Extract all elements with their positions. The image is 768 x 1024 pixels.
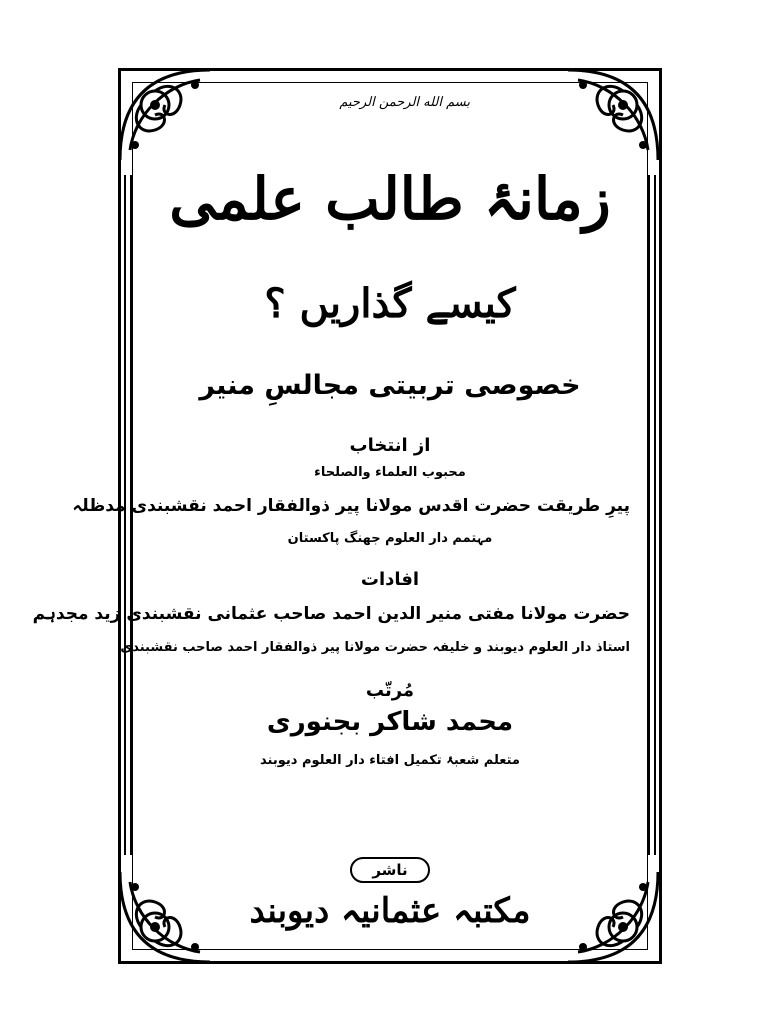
book-subtitle: کیسے گذاریں ؟	[264, 280, 516, 327]
author-line: پیرِ طریقت حضرت اقدس مولانا پیر ذوالفقار احمد نقشبندی مدظلہ	[72, 496, 630, 516]
compiler-name: محمد شاکر بجنوری	[266, 707, 514, 737]
bismillah: بسم الله الرحمن الرحیم	[339, 95, 470, 110]
ifadat-label: افادات	[360, 569, 420, 590]
mufti-title: استاذ دار العلوم دیوبند و خلیفہ حضرت مولانا پیر ذوالفقار احمد صاحب نقشبندی	[120, 640, 630, 655]
mehboob-line: محبوب العلماء والصلحاء	[314, 465, 466, 480]
publisher-name: مکتبہ عثمانیہ دیوبند	[249, 891, 531, 931]
title-content	[32, 95, 630, 945]
intikhab-label: از انتخاب	[349, 435, 431, 456]
series-heading: خصوصی تربیتی مجالسِ منیر	[199, 370, 581, 401]
book-title: زمانۂ طالب علمی	[169, 165, 611, 233]
publisher-label: ناشر	[350, 857, 430, 883]
murattib-label: مُرتّب	[365, 680, 415, 701]
author-title: مہتمم دار العلوم جھنگ پاکستان	[287, 531, 493, 546]
mufti-line: حضرت مولانا مفتی منیر الدین احمد صاحب عثمانی نقشبندی زید مجدہم	[32, 604, 630, 624]
right-border-column	[648, 175, 656, 855]
compiler-title: متعلم شعبۂ تکمیل افتاء دار العلوم دیوبند	[260, 753, 520, 768]
